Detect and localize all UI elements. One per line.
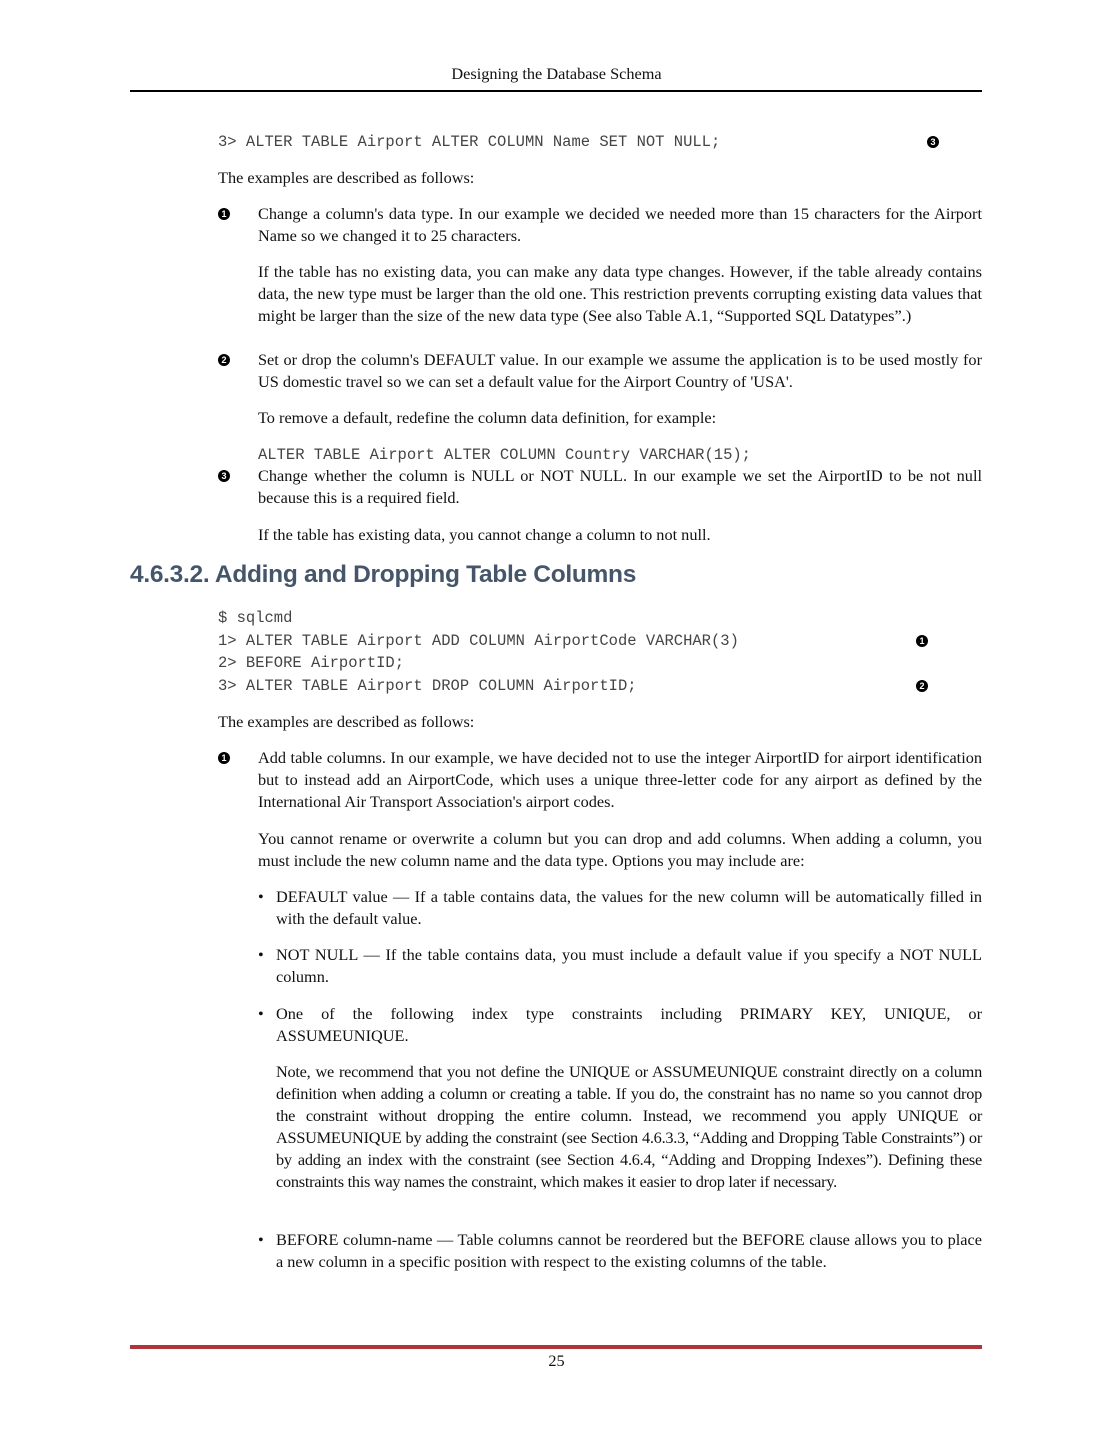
code-line: ALTER TABLE Airport ALTER COLUMN Country VARCHAR(15); xyxy=(258,446,751,464)
callout-1-icon: 1 xyxy=(916,635,928,647)
intro-text: The examples are described as follows: xyxy=(218,712,475,731)
code-line: 1> ALTER TABLE Airport ADD COLUMN AirportCode VARCHAR(3) xyxy=(218,632,739,650)
code-line: $ sqlcmd xyxy=(218,609,293,627)
header-rule xyxy=(130,90,982,92)
callout-2-icon: 2 xyxy=(218,354,230,366)
item-para: If the table has existing data, you cannot change a column to not null. xyxy=(258,525,711,544)
item-text: Change a column's data type. In our example we decided we needed more than 15 characters for the Airport Name so we changed it to 25 characters. xyxy=(258,204,982,245)
item-para: If the table has no existing data, you can make any data type changes. However, if the table already contains data, the new type must be larger than the old one. This restriction prevents corrupting existing data values that might be larger than the size of the new data type (See also Table A.1, “Supported SQL Datatypes”.) xyxy=(258,262,982,325)
callout-3-icon: 3 xyxy=(927,136,939,148)
note-para: Note, we recommend that you not define the UNIQUE or ASSUMEUNIQUE constraint directly on a column definition when adding a column or creating a table. If you do, the constraint has no name so you cannot drop the constraint without dropping the entire column. Instead, we recommend you apply UNIQUE or ASSUMEUNIQUE by adding the constraint (see Section 4.6.3.3, “Adding and Dropping Table Constraints”) or by adding an index with the constraint (see Section 4.6.4, “Adding and Dropping Indexes”). Defining these constraints this way names the constraint, which makes it easier to drop later if necessary. xyxy=(276,1062,982,1191)
page-number: 25 xyxy=(548,1351,565,1370)
item-text: Set or drop the column's DEFAULT value. In our example we assume the application is to be used mostly for US domestic travel so we can set a default value for the Airport Country of 'USA'. xyxy=(258,350,982,391)
intro-text: The examples are described as follows: xyxy=(218,168,475,187)
running-header: Designing the Database Schema xyxy=(451,64,662,83)
callout-1-icon: 1 xyxy=(218,752,230,764)
bullet-item: DEFAULT value — If a table contains data, the values for the new column will be automatically filled in with the default value. xyxy=(276,887,982,928)
item-para: To remove a default, redefine the column data definition, for example: xyxy=(258,408,717,427)
section-heading: 4.6.3.2. Adding and Dropping Table Columns xyxy=(130,561,637,588)
callout-3-icon: 3 xyxy=(218,470,230,482)
callout-1-icon: 1 xyxy=(218,208,230,220)
code-line: 3> ALTER TABLE Airport DROP COLUMN AirportID; xyxy=(218,677,637,695)
code-line: 3> ALTER TABLE Airport ALTER COLUMN Name SET NOT NULL; xyxy=(218,133,721,151)
footer-rule xyxy=(130,1345,982,1349)
bullet-dot: • xyxy=(258,887,264,906)
bullet-dot: • xyxy=(258,945,264,964)
bullet-item: One of the following index type constraints including PRIMARY KEY, UNIQUE, or ASSUMEUNIQUE. xyxy=(276,1004,982,1045)
bullet-dot: • xyxy=(258,1004,264,1023)
callout-2-icon: 2 xyxy=(916,680,928,692)
bullet-item: NOT NULL — If the table contains data, you must include a default value if you specify a NOT NULL column. xyxy=(276,945,982,986)
bullet-dot: • xyxy=(258,1230,264,1249)
item-text: Change whether the column is NULL or NOT NULL. In our example we set the AirportID to be not null because this is a required field. xyxy=(258,466,982,507)
item-text: Add table columns. In our example, we have decided not to use the integer AirportID for airport identification but to instead add an AirportCode, which uses a unique three-letter code for any airport as defined by the International Air Transport Association's airport codes. xyxy=(258,748,982,811)
item-para: You cannot rename or overwrite a column but you can drop and add columns. When adding a column, you must include the new column name and the data type. Options you may include are: xyxy=(258,829,982,870)
bullet-item: BEFORE column-name — Table columns cannot be reordered but the BEFORE clause allows you to place a new column in a specific position with respect to the existing columns of the table. xyxy=(276,1230,982,1271)
code-line: 2> BEFORE AirportID; xyxy=(218,654,405,672)
